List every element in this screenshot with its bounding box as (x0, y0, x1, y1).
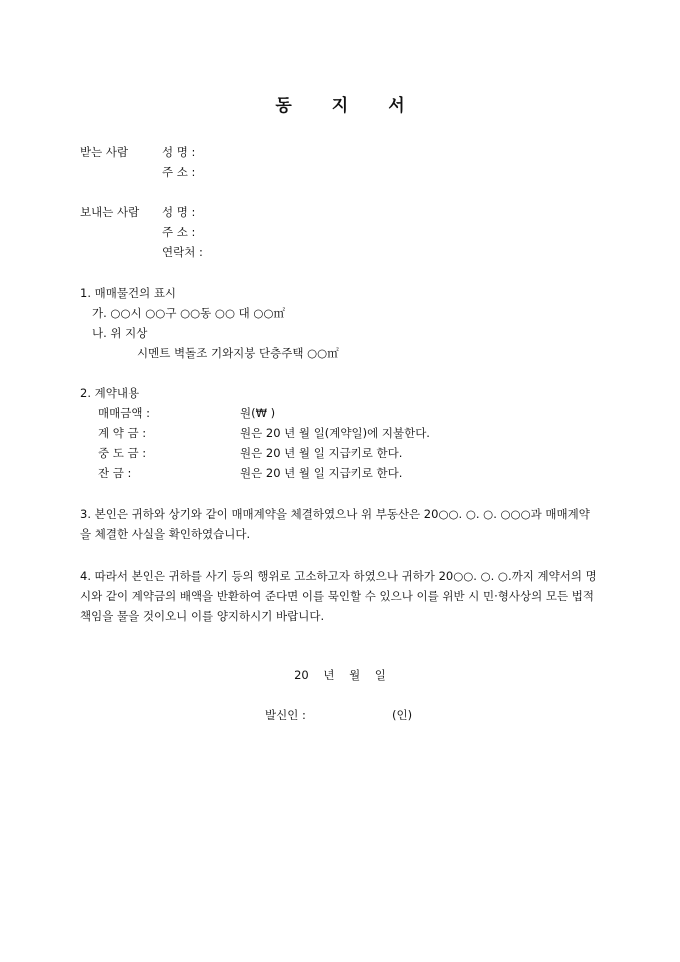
document-title (0, 96, 680, 116)
date-line: 20 년 월 일 (294, 668, 386, 682)
section3-paragraph: 3. 본인은 귀하와 상기와 같이 매매계약을 체결하였으나 위 부동산은 20○○. ○. ○. ○○○과 매매계약을 체결한 사실을 확인하였습니다. (80, 507, 590, 541)
contract-row-text: 원은 20 년 월 일 지급키로 한다. (240, 466, 403, 480)
sender-signature-label: 발신인 : (265, 708, 306, 722)
section1-item-na: 나. 위 지상 (92, 326, 148, 340)
contract-row-label: 잔 금 : (98, 466, 132, 480)
contract-row-label: 계 약 금 : (98, 426, 147, 440)
contract-row-label: 중 도 금 : (98, 446, 147, 460)
sender-contact-label: 연락처 : (162, 245, 203, 259)
recipient-address-label: 주 소 : (162, 165, 196, 179)
section1-heading: 1. 매매물건의 표시 (80, 286, 177, 300)
section2-heading: 2. 계약내용 (80, 386, 140, 400)
contract-row-text: 원은 20 년 월 일(계약일)에 지불한다. (240, 426, 430, 440)
seal-mark: (인) (392, 708, 413, 722)
sender-name-label: 성 명 : (162, 205, 196, 219)
section1-item-ga: 가. ○○시 ○○구 ○○동 ○○ 대 ○○㎡ (92, 306, 285, 320)
sender-label: 보내는 사람 (80, 205, 140, 219)
recipient-label: 받는 사람 (80, 145, 129, 159)
contract-row-text: 원(₩ ) (240, 406, 276, 420)
section1-item-na-detail: 시멘트 벽돌조 기와지붕 단층주택 ○○㎡ (137, 346, 339, 360)
contract-row-label: 매매금액 : (98, 406, 150, 420)
title-char: 동 (275, 96, 292, 116)
recipient-name-label: 성 명 : (162, 145, 196, 159)
title-char: 서 (388, 96, 405, 116)
section4-paragraph: 4. 따라서 본인은 귀하를 사기 등의 행위로 고소하고자 하였으나 귀하가 20○○. ○. ○.까지 계약서의 명시와 같이 계약금의 배액을 반환하여 준다면 이를 묵인할 수 있으나 이를 위반 시 민·형사상의 모든 법적 책임을 물을 것이오니 이를 양지하시기 바랍니다. (80, 569, 597, 623)
sender-address-label: 주 소 : (162, 225, 196, 239)
contract-row-text: 원은 20 년 월 일 지급키로 한다. (240, 446, 403, 460)
title-char: 지 (331, 96, 349, 116)
